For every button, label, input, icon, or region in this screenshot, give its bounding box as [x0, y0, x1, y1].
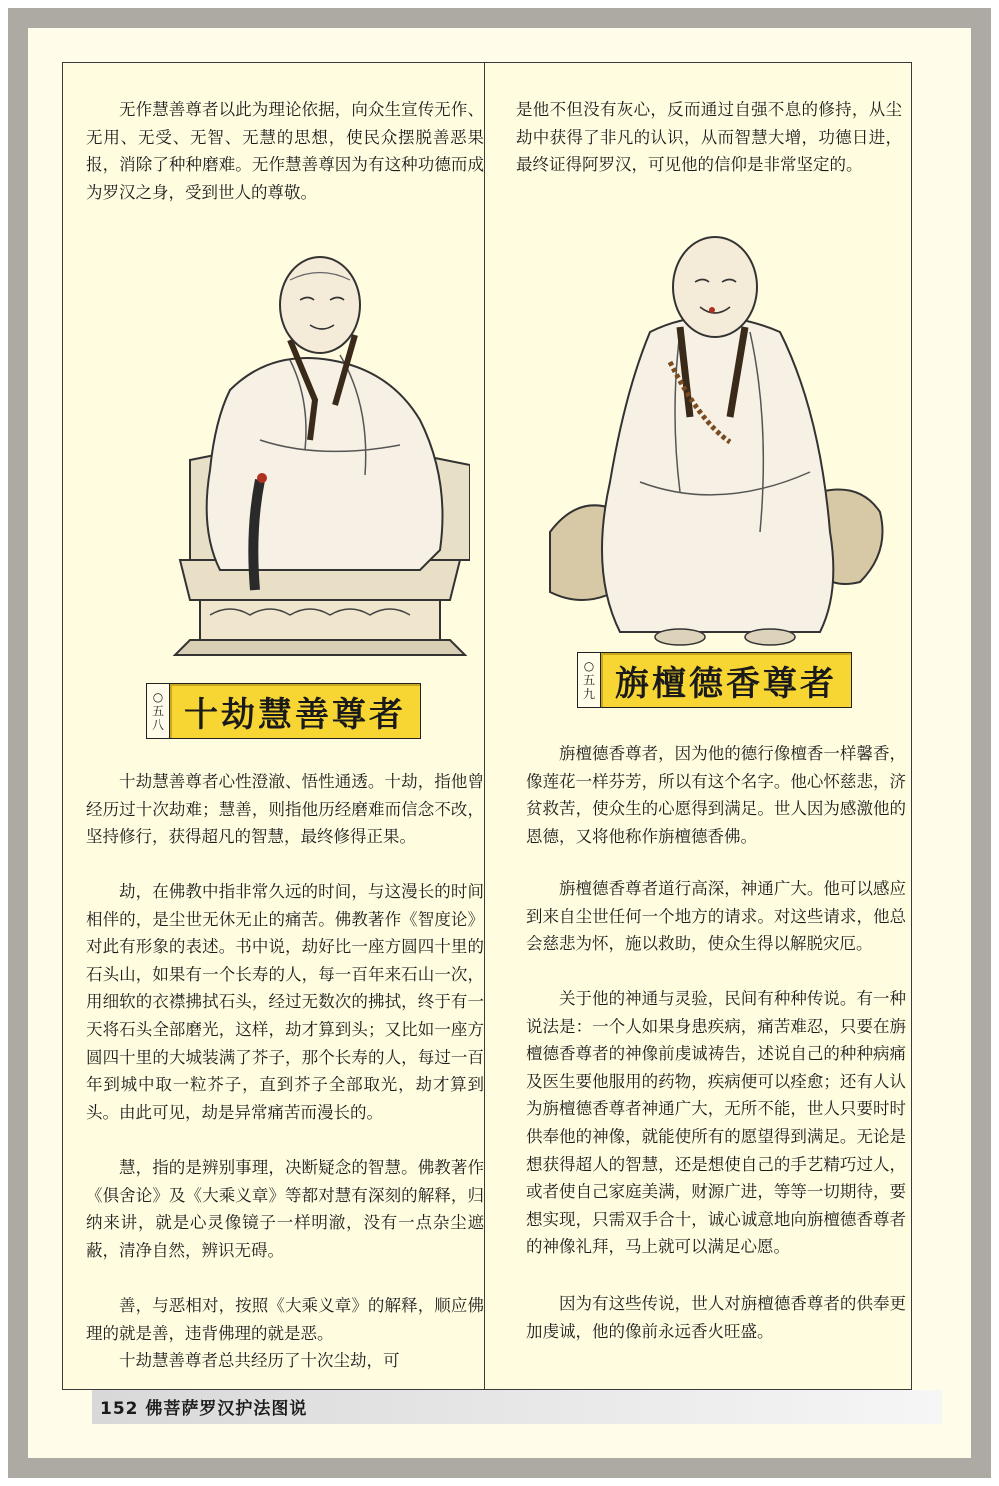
right-section-title-block	[577, 652, 852, 708]
right-paragraph-2: 旃檀德香尊者道行高深，神通广大。他可以感应到来自尘世任何一个地方的请求。对这些请求，他总会慈悲为怀，施以救助，使众生得以解脱灾厄。	[526, 879, 906, 954]
page-footer	[92, 1390, 942, 1424]
left-intro-paragraph: 无作慧善尊者以此为理论依据，向众生宣传无作、无用、无受、无智、无慧的思想，使民众摆脱善恶果报，消除了种种磨难。无作慧善尊因为有这种功德而成为罗汉之身，受到世人的尊敬。	[86, 100, 484, 202]
right-intro-paragraph: 是他不但没有灰心，反而通过自强不息的修持，从尘劫中获得了非凡的认识，从而智慧大增，功德日进，最终证得阿罗汉，可见他的信仰是非常坚定的。	[516, 100, 902, 175]
left-paragraph-2: 劫，在佛教中指非常久远的时间，与这漫长的时间相伴的，是尘世无休无止的痛苦。佛教著作《智度论》对此有形象的表述。书中说，劫好比一座方圆四十里的石头山，如果有一个长寿的人，每一百年来石山一次，用细软的衣襟拂拭石头，经过无数次的拂拭，终于有一天将石头全部磨光，这样，劫才算到头；又比如一座方圆四十里的大城装满了芥子，那个长寿的人，每过一百年到城中取一粒芥子，直到芥子全部取光，劫才算到头。由此可见，劫是异常痛苦而漫长的。	[86, 882, 484, 1122]
arhat-standing-illustration	[530, 232, 900, 652]
page-number: 152	[100, 1399, 139, 1419]
left-section-title: 十劫慧善尊者	[170, 683, 421, 739]
right-section-title: 旃檀德香尊者	[601, 652, 852, 708]
right-paragraph-1: 旃檀德香尊者，因为他的德行像檀香一样馨香，像莲花一样芬芳，所以有这个名字。他心怀慈悲，济贫救苦，使众生的心愿得到满足。世人因为感激他的恩德，又将他称作旃檀德香佛。	[526, 744, 906, 846]
left-paragraph-3: 慧，指的是辨别事理，决断疑念的智慧。佛教著作《俱舍论》及《大乘义章》等都对慧有深刻的解释，归纳来讲，就是心灵像镜子一样明澈，没有一点杂尘遮蔽，清净自然，辨识无碍。	[86, 1158, 484, 1260]
left-paragraph-5: 十劫慧善尊者总共经历了十次尘劫，可	[119, 1351, 400, 1370]
footer-text	[100, 1394, 307, 1419]
arhat-seated-illustration	[170, 240, 470, 660]
book-title: 佛菩萨罗汉护法图说	[145, 1399, 308, 1419]
right-section-number: ○ 五 九	[577, 652, 601, 708]
right-paragraph-3: 关于他的神通与灵验，民间有种种传说。有一种说法是：一个人如果身患疾病，痛苦难忍，只要在旃檀德香尊者的神像前虔诚祷告，述说自己的种种病痛及医生要他服用的药物，疾病便可以痊愈；还有人认为旃檀德香尊者神通广大，无所不能，世人只要时时供奉他的神像，就能使所有的愿望得到满足。无论是想获得超人的智慧，还是想使自己的手艺精巧过人，或者使自己家庭美满，财源广进，等等一切期待，要想实现，只需双手合十，诚心诚意地向旃檀德香尊者的神像礼拜，马上就可以满足心愿。	[526, 989, 906, 1257]
right-paragraph-4: 因为有这些传说，世人对旃檀德香尊者的供奉更加虔诚，他的像前永远香火旺盛。	[526, 1294, 906, 1341]
left-section-number: ○ 五 八	[146, 683, 170, 739]
left-section-title-block	[146, 683, 421, 739]
left-paragraph-4: 善，与恶相对，按照《大乘义章》的解释，顺应佛理的就是善，违背佛理的就是恶。	[86, 1296, 484, 1343]
left-paragraph-1: 十劫慧善尊者心性澄澈、悟性通透。十劫，指他曾经历过十次劫难；慧善，则指他历经磨难而信念不改，坚持修行，获得超凡的智慧，最终修得正果。	[86, 772, 484, 847]
